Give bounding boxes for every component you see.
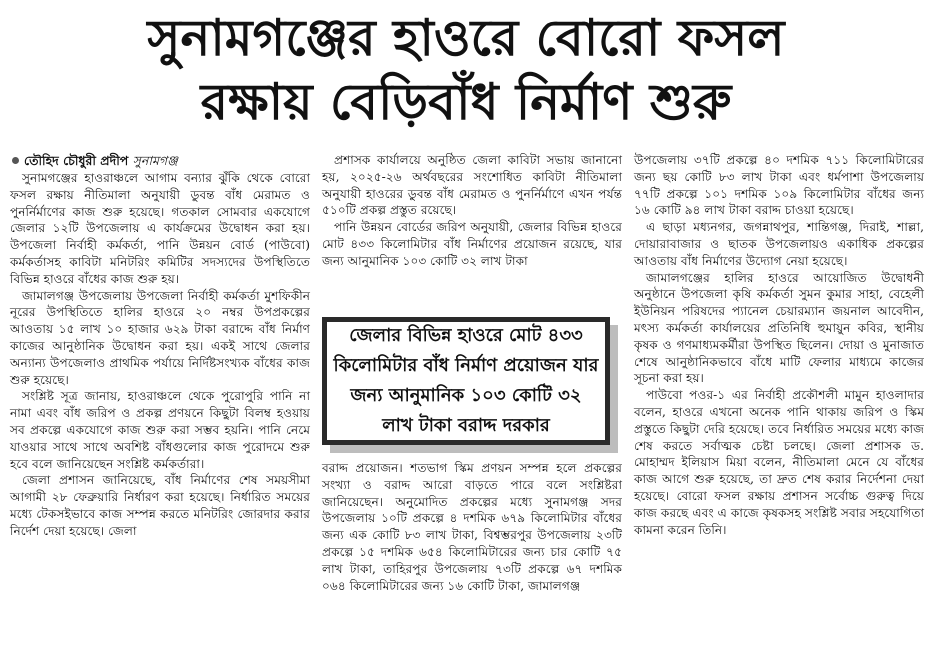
headline-line-1: সুনামগঞ্জের হাওরে বোরো ফসল (147, 9, 785, 67)
paragraph: পানি উন্নয়ন বোর্ডের জরিপ অনুযায়ী, জেলার বিভিন্ন হাওরে মোট ৪৩৩ কিলোমিটার বাঁধ নির্মাণের প্রয়োজন রয়েছে, যার জন্য আনুমানিক ১০৩ কোটি ৩২ লাখ টাকা (322, 220, 622, 268)
pull-quote-text: জেলার বিভিন্ন হাওরে মোট ৪৩৩ কিলোমিটার বাঁধ নির্মাণ প্রয়োজন যার জন্য আনুমানিক ১০৩ কোটি ৩২ লাখ টাকা বরাদ্দ দরকার (333, 325, 599, 436)
bullet-icon (12, 157, 19, 164)
byline-author: তৌহিদ চৌধুরী প্রদীপ (24, 153, 129, 168)
paragraph: উপজেলায় ৩৭টি প্রকল্পে ৪০ দশমিক ৭১১ কিলোমিটারের জন্য ছয় কোটি ৮৩ লাখ টাকা এবং ধর্মপাশা উপজেলায় ৭৭টি প্রকল্পে ১০১ দশমিক ১০৯ কিলোমিটার বাঁধের জন্য ১৬ কোটি ৯৪ লাখ টাকা বরাদ্দ চাওয়া হয়েছে। (634, 153, 924, 218)
headline-line-2: রক্ষায় বেড়িবাঁধ নির্মাণ শুরু (200, 73, 732, 131)
paragraph: জামালগঞ্জের হালির হাওরে আয়োজিত উদ্বোধনী অনুষ্ঠানে উপজেলা কৃষি কর্মকর্তা সুমন কুমার সাহা, বেহেলী ইউনিয়ন পরিষদের প্যানেল চেয়ারম্যান জয়নাল আবেদীন, মৎস্য কর্মকর্তা কার্যালয়ের প্রতিনিধি হুমায়ুন কবির, স্থানীয় কৃষক ও গণমাধ্যমকর্মীরা উপস্থিত ছিলেন। দোয়া ও মুনাজাত শেষে আনুষ্ঠানিকভাবে বাঁধে মাটি ফেলার মাধ্যমে কাজের সূচনা করা হয়। (634, 270, 924, 386)
byline-location: সুনামগঞ্জ (132, 153, 178, 168)
column-3 (634, 152, 924, 538)
column-2-top (322, 152, 622, 270)
paragraph: বরাদ্দ প্রয়োজন। শতভাগ স্কিম প্রণয়ন সম্পন্ন হলে প্রকল্পের সংখ্যা ও বরাদ্দ আরো বাড়তে পারে বলে সংশ্লিষ্টরা জানিয়েছেন। অনুমোদিত প্রকল্পের মধ্যে সুনামগঞ্জ সদর উপজেলায় ১০টি প্রকল্পে ৪ দশমিক ৬৭৯ কিলোমিটার বাঁধের জন্য এক কোটি ৮৩ লাখ টাকা, বিশ্বম্ভরপুর উপজেলায় ২৩টি প্রকল্পে ১৫ দশমিক ৬৫৪ কিলোমিটারের জন্য চার কোটি ৭৫ লাখ টাকা, তাহিরপুর উপজেলায় ৭৩টি প্রকল্পে ৬৭ দশমিক ০৬৪ কিলোমিটারের জন্য ১৬ কোটি টাকা, জামালগঞ্জ (322, 461, 622, 593)
column-2-bottom (322, 460, 622, 594)
paragraph: এ ছাড়া মধ্যনগর, জগন্নাথপুর, শান্তিগঞ্জ, দিরাই, শাল্লা, দোয়ারাবাজার ও ছাতক উপজেলায়ও একাধিক প্রকল্পের আওতায় বাঁধ নির্মাণের উদ্যোগ নেয়া হয়েছে। (634, 220, 924, 268)
paragraph: প্রশাসক কার্যালয়ে অনুষ্ঠিত জেলা কাবিটা সভায় জানানো হয়, ২০২৫-২৬ অর্থবছরের সংশোধিত কাবিটা নীতিমালা অনুযায়ী হাওরের ডুবন্ত বাঁধ মেরামত ও পুনর্নির্মাণে এখন পর্যন্ত ৫১০টি প্রকল্প প্রস্তুত রয়েছে। (322, 153, 622, 218)
paragraph: সংশ্লিষ্ট সূত্র জানায়, হাওরাঞ্চলে থেকে পুরোপুরি পানি না নামা এবং বাঁধ জরিপ ও প্রকল্প প্রণয়নে কিছুটা বিলম্ব হওয়ায় সব প্রকল্পে একযোগে কাজ শুরু করা সম্ভব হয়নি। পানি নেমে যাওয়ার সাথে সাথে অবশিষ্ট বাঁধগুলোর কাজ পুরোদমে শুরু হবে বলে জানিয়েছেন সংশ্লিষ্ট কর্মকর্তারা। (10, 389, 310, 471)
column-1 (10, 152, 310, 540)
paragraph: জামালগঞ্জ উপজেলায় উপজেলা নির্বাহী কর্মকর্তা মুশফিকীন নূরের উপস্থিতিতে হালির হাওরে ২০ নম্বর উপপ্রকল্পের আওতায় ১৫ লাখ ১০ হাজার ৬২৯ টাকা বরাদ্দে বাঁধ নির্মাণ কাজের আনুষ্ঠানিক উদ্বোধন করা হয়। একই সাথে জেলার অন্যান্য উপজেলাও প্রাথমিক পর্যায়ে নির্দিষ্টসংখ্যক বাঁধের কাজ শুরু হয়েছে। (10, 288, 310, 387)
paragraph: পাউবো পওর-১ এর নির্বাহী প্রকৌশলী মামুন হাওলাদার বলেন, হাওরে এখনো অনেক পানি থাকায় জরিপ ও স্কিম প্রস্তুতে কিছুটা দেরি হয়েছে। তবে নির্ধারিত সময়ের মধ্যে কাজ শেষ করতে সর্বাত্মক চেষ্টা চলছে। জেলা প্রশাসক ড. মোহাম্মদ ইলিয়াস মিয়া বলেন, নীতিমালা মেনে যে বাঁধের কাজ আগে শুরু হয়েছে, তা দ্রুত শেষ করার নির্দেশনা দেয়া হয়েছে। বোরো ফসল রক্ষায় প্রশাসন সর্বোচ্চ গুরুত্ব দিয়ে কাজ করছে এবং এ কাজে কৃষকসহ সংশ্লিষ্ট সবার সহযোগিতা কামনা করেন তিনি। (634, 388, 924, 537)
paragraph: জেলা প্রশাসন জানিয়েছে, বাঁধ নির্মাণের শেষ সময়সীমা আগামী ২৮ ফেব্রুয়ারি নির্ধারণ করা হয়েছে। নির্ধারিত সময়ের মধ্যে টেকসইভাবে কাজ সম্পন্ন করতে মনিটরিং জোরদার করার নির্দেশ দেয়া হয়েছে। জেলা (10, 473, 310, 538)
headline (0, 6, 932, 134)
paragraph: সুনামগঞ্জের হাওরাঞ্চলে আগাম বন্যার ঝুঁকি থেকে বোরো ফসল রক্ষায় নীতিমালা অনুযায়ী ডুবন্ত বাঁধ মেরামত ও পুনর্নির্মাণের কাজ শুরু হয়েছে। গতকাল সোমবার একযোগে জেলার ১২টি উপজেলায় এ কার্যক্রমের উদ্বোধন করা হয়। উপজেলা নির্বাহী কর্মকর্তা, পানি উন্নয়ন বোর্ড (পাউবো) কর্মকর্তাসহ কাবিটা মনিটরিং কমিটির সদস্যদের উপস্থিতিতে বিভিন্ন হাওরে বাঁধের কাজ শুরু হয়। (10, 171, 310, 286)
pull-quote (322, 317, 610, 445)
byline (10, 152, 310, 169)
